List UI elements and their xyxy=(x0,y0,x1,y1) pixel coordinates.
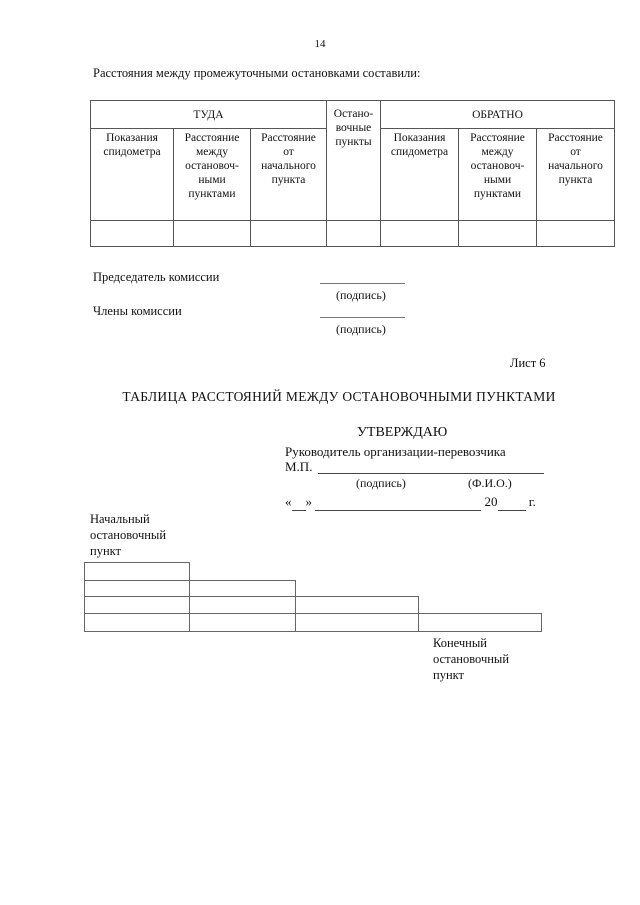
staircase-cell xyxy=(189,613,296,632)
date-day-blank xyxy=(292,494,306,511)
header-stops: Остано- вочные пункты xyxy=(327,101,381,221)
staircase-cell xyxy=(84,562,190,581)
staircase-cell xyxy=(84,580,190,597)
date-close-quote: » xyxy=(305,494,312,509)
date-year-prefix: 20 xyxy=(484,494,498,509)
table-row xyxy=(91,221,615,247)
intro-text: Расстояния между промежуточными остановками составили: xyxy=(93,66,421,80)
staircase-cell xyxy=(295,596,419,614)
header-speedometer: Показания спидометра xyxy=(91,129,174,221)
approval-heading: УТВЕРЖДАЮ xyxy=(357,425,448,440)
approval-mp: М.П. xyxy=(285,459,313,474)
chairman-signature-line xyxy=(320,283,405,284)
header-forward: ТУДА xyxy=(91,101,327,129)
header-between-stops: Расстояние между остановоч- ными пунктами xyxy=(174,129,251,221)
date-month-blank xyxy=(315,494,481,511)
start-point-label: Начальный остановочный пункт xyxy=(90,512,167,558)
approval-name-caption: (Ф.И.О.) xyxy=(468,476,512,490)
header-from-start: Расстояние от начального пункта xyxy=(537,129,615,221)
chairman-label: Председатель комиссии xyxy=(93,270,220,284)
members-signature-line xyxy=(320,317,405,318)
staircase-cell xyxy=(84,613,190,632)
page-title: ТАБЛИЦА РАССТОЯНИЙ МЕЖДУ ОСТАНОВОЧНЫМИ ПУНКТАМИ xyxy=(122,389,556,404)
date-open-quote: « xyxy=(285,494,292,509)
sheet-label: Лист 6 xyxy=(510,356,546,370)
approval-signature-caption: (подпись) xyxy=(356,476,406,490)
members-label: Члены комиссии xyxy=(93,304,182,318)
date-year-suffix: г. xyxy=(528,494,536,509)
header-speedometer: Показания спидометра xyxy=(381,129,459,221)
header-backward: ОБРАТНО xyxy=(381,101,615,129)
header-from-start: Расстояние от начального пункта xyxy=(251,129,327,221)
staircase-cell xyxy=(189,596,296,614)
members-signature-caption: (подпись) xyxy=(336,322,386,336)
header-between-stops: Расстояние между остановоч- ными пунктами xyxy=(459,129,537,221)
end-point-label: Конечный остановочный пункт xyxy=(433,636,510,682)
approval-head-title: Руководитель организации-перевозчика xyxy=(285,444,506,459)
staircase-cell xyxy=(295,613,419,632)
staircase-cell xyxy=(418,613,542,632)
chairman-signature-caption: (подпись) xyxy=(336,288,386,302)
page-number: 14 xyxy=(314,38,326,50)
approval-signature-line xyxy=(318,473,544,474)
approval-date-line xyxy=(285,494,536,511)
staircase-cell xyxy=(189,580,296,597)
staircase-cell xyxy=(84,596,190,614)
date-year-blank xyxy=(498,494,526,511)
distance-table xyxy=(90,100,615,247)
